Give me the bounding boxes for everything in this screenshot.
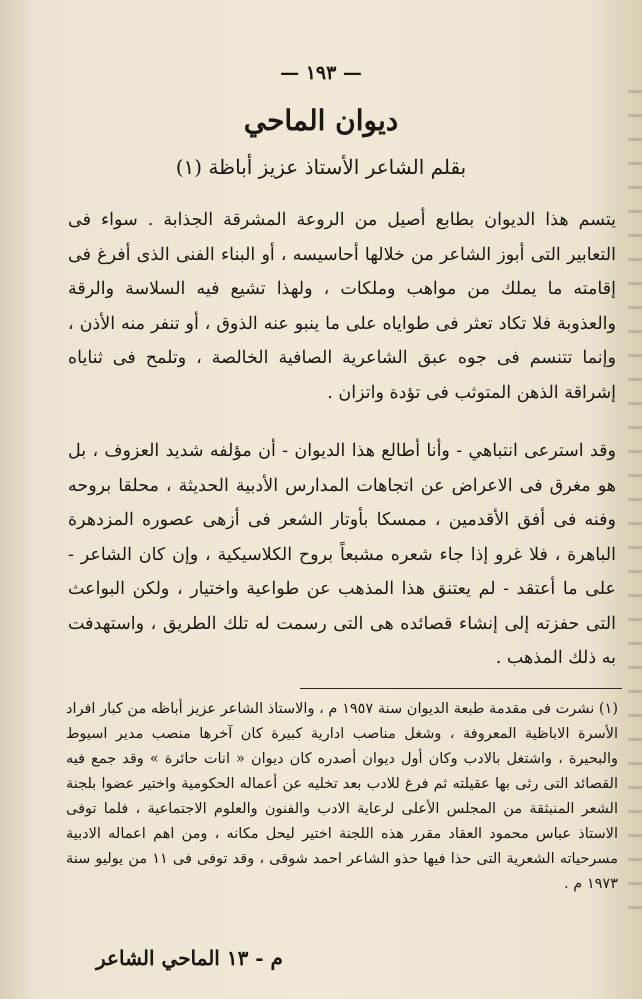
author-byline: بقلم الشاعر الأستاذ عزيز أباظة (١) [175, 155, 467, 179]
body-text [68, 203, 616, 676]
page-title: ديوان الماحي [243, 104, 399, 137]
footnote: (١) نشرت فى مقدمة طبعة الديوان سنة ١٩٥٧ م ، والاستاذ الشاعر عزيز أباظه من كبار افراد الأسرة الاباظية المعروفة ، وشغل مناصب ادارية كبيرة كان آخرها منصب مدير اسيوط والبحيرة ، واشتغل بالادب وكان أول ديوان أصدره كان ديوان « انات حائرة » وقد جمع فيه القصائد التى رثى بها عقيلته ثم فرغ للادب بعد تخليه عن أعماله الحكومية واختير عضوا بلجنة الشعر المنبثقة من المجلس الأعلى لرعاية الادب والفنون والعلوم الاجتماعية ، فلما توفى الاستاذ عباس محمود العقاد مقرر هذه اللجنة اختير ليحل مكانه ، ومن اهم اعماله الادبية مسرحياته الشعرية التى حذا فيها حذو الشاعر احمد شوقى ، وقد توفى فى ١١ من يوليو سنة ١٩٧٣ م . [66, 701, 618, 892]
body-paragraph-1: يتسم هذا الديوان بطابع أصيل من الروعة المشرقة الجذابة . سواء فى التعابير التى أبوز الشاعر من خلالها أحاسيسه ، أو البناء الفنى الذى أفرغ فى إقامته ما يملك من مواهب وملكات ، ولهذا تشيع فيه السلاسة والرقة والعذوبة فلا تكاد تعثر فى طواياه على ما ينبو عنه الذوق ، أو تنفر منه الأذن ، وإنما تتنسم فى جوه عبق الشاعرية الصافية الخالصة ، وتلمح فى ثناياه إشراقة الذهن المتوثب فى تؤدة واتزان . [68, 210, 616, 403]
page-signature: م - ١٣ الماحي الشاعر [96, 946, 283, 970]
page-number: — ١٩٣ — [280, 62, 362, 84]
footnote-divider [300, 688, 622, 689]
bleed-through-shadow [628, 90, 642, 910]
body-paragraph-2: وقد استرعى انتباهي - وأنا أطالع هذا الديوان - أن مؤلفه شديد العزوف ، بل هو مغرق فى الاعراض عن اتجاهات المدارس الأدبية الحديثة ، محلقا بروحه وفنه فى أفق الأقدمين ، ممسكا بأوتار الشعر فى أزهى عصوره المزدهرة الباهرة ، فلا غرو إذا جاء شعره مشبعاً بروح الكلاسيكية ، وإن كان الشاعر - على ما أعتقد - لم يعتنق هذا المذهب عن طواعية واختيار ، ولكن البواعث التى حفزته إلى إنشاء قصائده هى التى رسمت له تلك الطريق ، واستهدفت به ذلك المذهب . [68, 441, 616, 668]
